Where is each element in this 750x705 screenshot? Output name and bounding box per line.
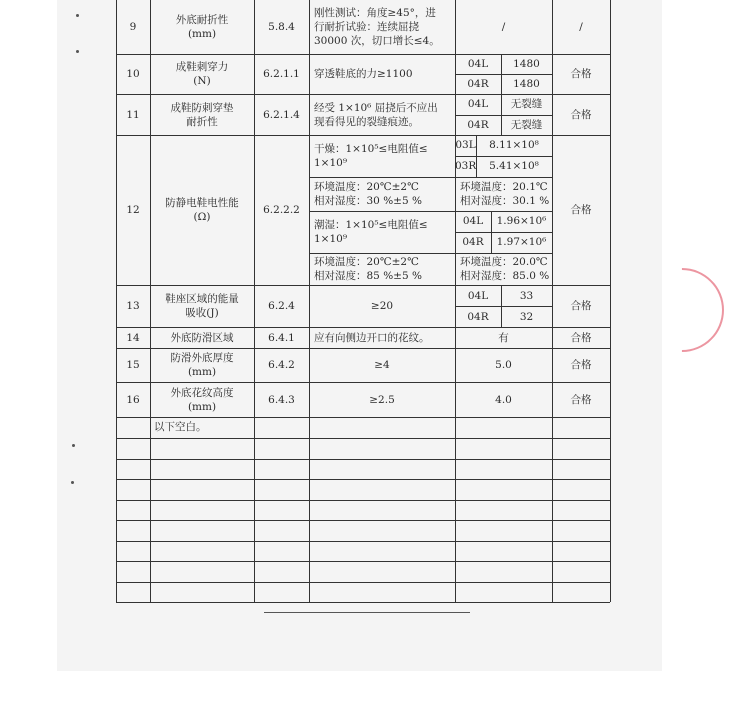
row-number: 14 [126, 331, 140, 344]
row-number: 10 [126, 68, 140, 80]
grid-line [455, 74, 552, 75]
footer-rule [264, 612, 470, 613]
sample-result: 1480 [513, 58, 540, 70]
clause-number: 6.4.1 [268, 331, 295, 344]
verdict: 合格 [570, 204, 592, 216]
grid-line [116, 327, 610, 328]
requirement: 1×10⁹ [314, 233, 348, 245]
grid-line [116, 582, 610, 583]
test-item: (mm) [187, 28, 217, 40]
verdict: 合格 [570, 359, 592, 371]
environment-requirement: 环境温度：20℃±2℃ [314, 256, 419, 268]
requirement: 潮湿：1×10⁵≤电阻值≤ [314, 219, 428, 231]
verdict: 合格 [570, 108, 592, 121]
speck [71, 481, 74, 484]
test-item: 防静电鞋电性能 [165, 197, 239, 209]
requirement: ≥4 [374, 359, 390, 371]
clause-number: 6.2.4 [268, 300, 295, 312]
result: 4.0 [495, 393, 512, 406]
grid-line [116, 438, 610, 439]
sample-result: 1480 [513, 78, 540, 90]
grid-line [116, 479, 610, 480]
sample-result: 5.41×10⁸ [489, 160, 539, 172]
test-item: 外底耐折性 [175, 14, 229, 26]
requirement: 干燥：1×10⁵≤电阻值≤ [314, 143, 428, 155]
requirement: 30000 次，切口增长≤4。 [314, 35, 440, 47]
grid-line [116, 561, 610, 562]
environment-result: 环境温度：20.1℃ [460, 181, 548, 193]
requirement: 经受 1×10⁶ 屈挠后不应出 [314, 101, 438, 114]
sample-id: 04L [467, 98, 489, 111]
test-item: 耐折性 [186, 115, 218, 128]
grid-line [455, 156, 552, 157]
sample-id: 03R [455, 160, 477, 172]
test-item: 成鞋防刺穿垫 [170, 101, 234, 114]
clause-number: 6.2.2.2 [263, 204, 300, 216]
verdict: 合格 [570, 331, 592, 344]
requirement: 现看得见的裂缝痕迹。 [314, 115, 419, 128]
environment-result: 环境温度：20.0℃ [460, 256, 548, 268]
requirement: 穿透鞋底的力≥1100 [314, 68, 413, 80]
grid-line [116, 417, 610, 418]
row-number: 11 [126, 108, 140, 121]
sample-id: 04R [467, 78, 489, 90]
sample-result: 33 [519, 289, 534, 302]
sample-id: 04R [467, 310, 489, 323]
test-item: 防滑外底厚度 [170, 352, 234, 364]
row-number: 16 [126, 393, 140, 406]
result: / [501, 21, 506, 33]
row-number: 9 [129, 21, 137, 33]
environment-requirement: 相对湿度：85 %±5 % [314, 270, 422, 282]
grid-line [116, 54, 610, 55]
test-item: 鞋座区域的能量 [165, 293, 239, 305]
test-item: (mm) [187, 366, 217, 378]
requirement: 1×10⁹ [314, 157, 348, 169]
requirement: 行耐折试验：连续屈挠 [314, 21, 419, 33]
sample-id: 04L [467, 289, 489, 302]
environment-requirement: 相对湿度：30 %±5 % [314, 195, 422, 207]
sample-id: 04L [467, 58, 489, 70]
sample-id: 03L [455, 139, 476, 151]
test-item: 成鞋刺穿力 [175, 61, 229, 73]
grid-line [610, 0, 611, 602]
speck [76, 50, 79, 53]
result: 有 [498, 331, 509, 344]
speck [76, 14, 79, 17]
sample-result: 无裂缝 [510, 98, 543, 111]
blank-note: 以下空白。 [154, 421, 207, 433]
row-number: 15 [126, 359, 140, 371]
clause-number: 6.4.3 [268, 393, 295, 406]
environment-result: 相对湿度：30.1 % [460, 195, 550, 207]
grid-line [455, 232, 552, 233]
verdict: 合格 [570, 68, 592, 80]
clause-number: 6.2.1.4 [263, 108, 300, 121]
row-number: 12 [126, 204, 140, 216]
test-item: (mm) [187, 400, 217, 413]
verdict: / [579, 21, 583, 33]
test-item: 外底花纹高度 [170, 386, 234, 399]
test-item: 吸收(J) [185, 307, 219, 319]
grid-line [309, 211, 552, 212]
clause-number: 5.8.4 [268, 21, 295, 33]
test-item: 外底防滑区域 [170, 331, 234, 344]
grid-line [455, 306, 552, 307]
grid-line [309, 177, 552, 178]
clause-number: 6.2.1.1 [263, 68, 300, 80]
verdict: 合格 [570, 393, 592, 406]
sample-result: 无裂缝 [510, 118, 543, 131]
test-item: (N) [193, 75, 211, 87]
sample-result: 1.97×10⁶ [496, 236, 547, 248]
grid-line [116, 500, 610, 501]
grid-line [116, 135, 610, 136]
row-number: 13 [126, 300, 140, 312]
requirement: 刚性测试：角度≥45°，进 [314, 7, 436, 19]
requirement: 应有向侧边开口的花纹。 [314, 331, 430, 344]
sample-id: 04R [462, 236, 484, 248]
grid-line [455, 115, 552, 116]
sample-id: 04R [467, 118, 489, 131]
verdict: 合格 [570, 300, 592, 312]
sample-result: 32 [519, 310, 534, 323]
result: 5.0 [495, 359, 512, 371]
grid-line [309, 253, 552, 254]
grid-line [116, 541, 610, 542]
clause-number: 6.4.2 [268, 359, 295, 371]
environment-result: 相对湿度：85.0 % [460, 270, 550, 282]
sample-result: 8.11×10⁸ [489, 139, 539, 151]
environment-requirement: 环境温度：20℃±2℃ [314, 181, 419, 193]
grid-line [116, 382, 610, 383]
grid-line [116, 94, 610, 95]
grid-line [116, 285, 610, 286]
speck [72, 444, 75, 447]
grid-line [116, 348, 610, 349]
grid-line [116, 459, 610, 460]
sample-result: 1.96×10⁶ [496, 215, 547, 227]
sample-id: 04L [462, 215, 484, 227]
requirement: ≥20 [370, 300, 394, 312]
requirement: ≥2.5 [369, 393, 395, 406]
grid-line [116, 602, 610, 603]
test-item: (Ω) [193, 211, 211, 223]
grid-line [116, 520, 610, 521]
